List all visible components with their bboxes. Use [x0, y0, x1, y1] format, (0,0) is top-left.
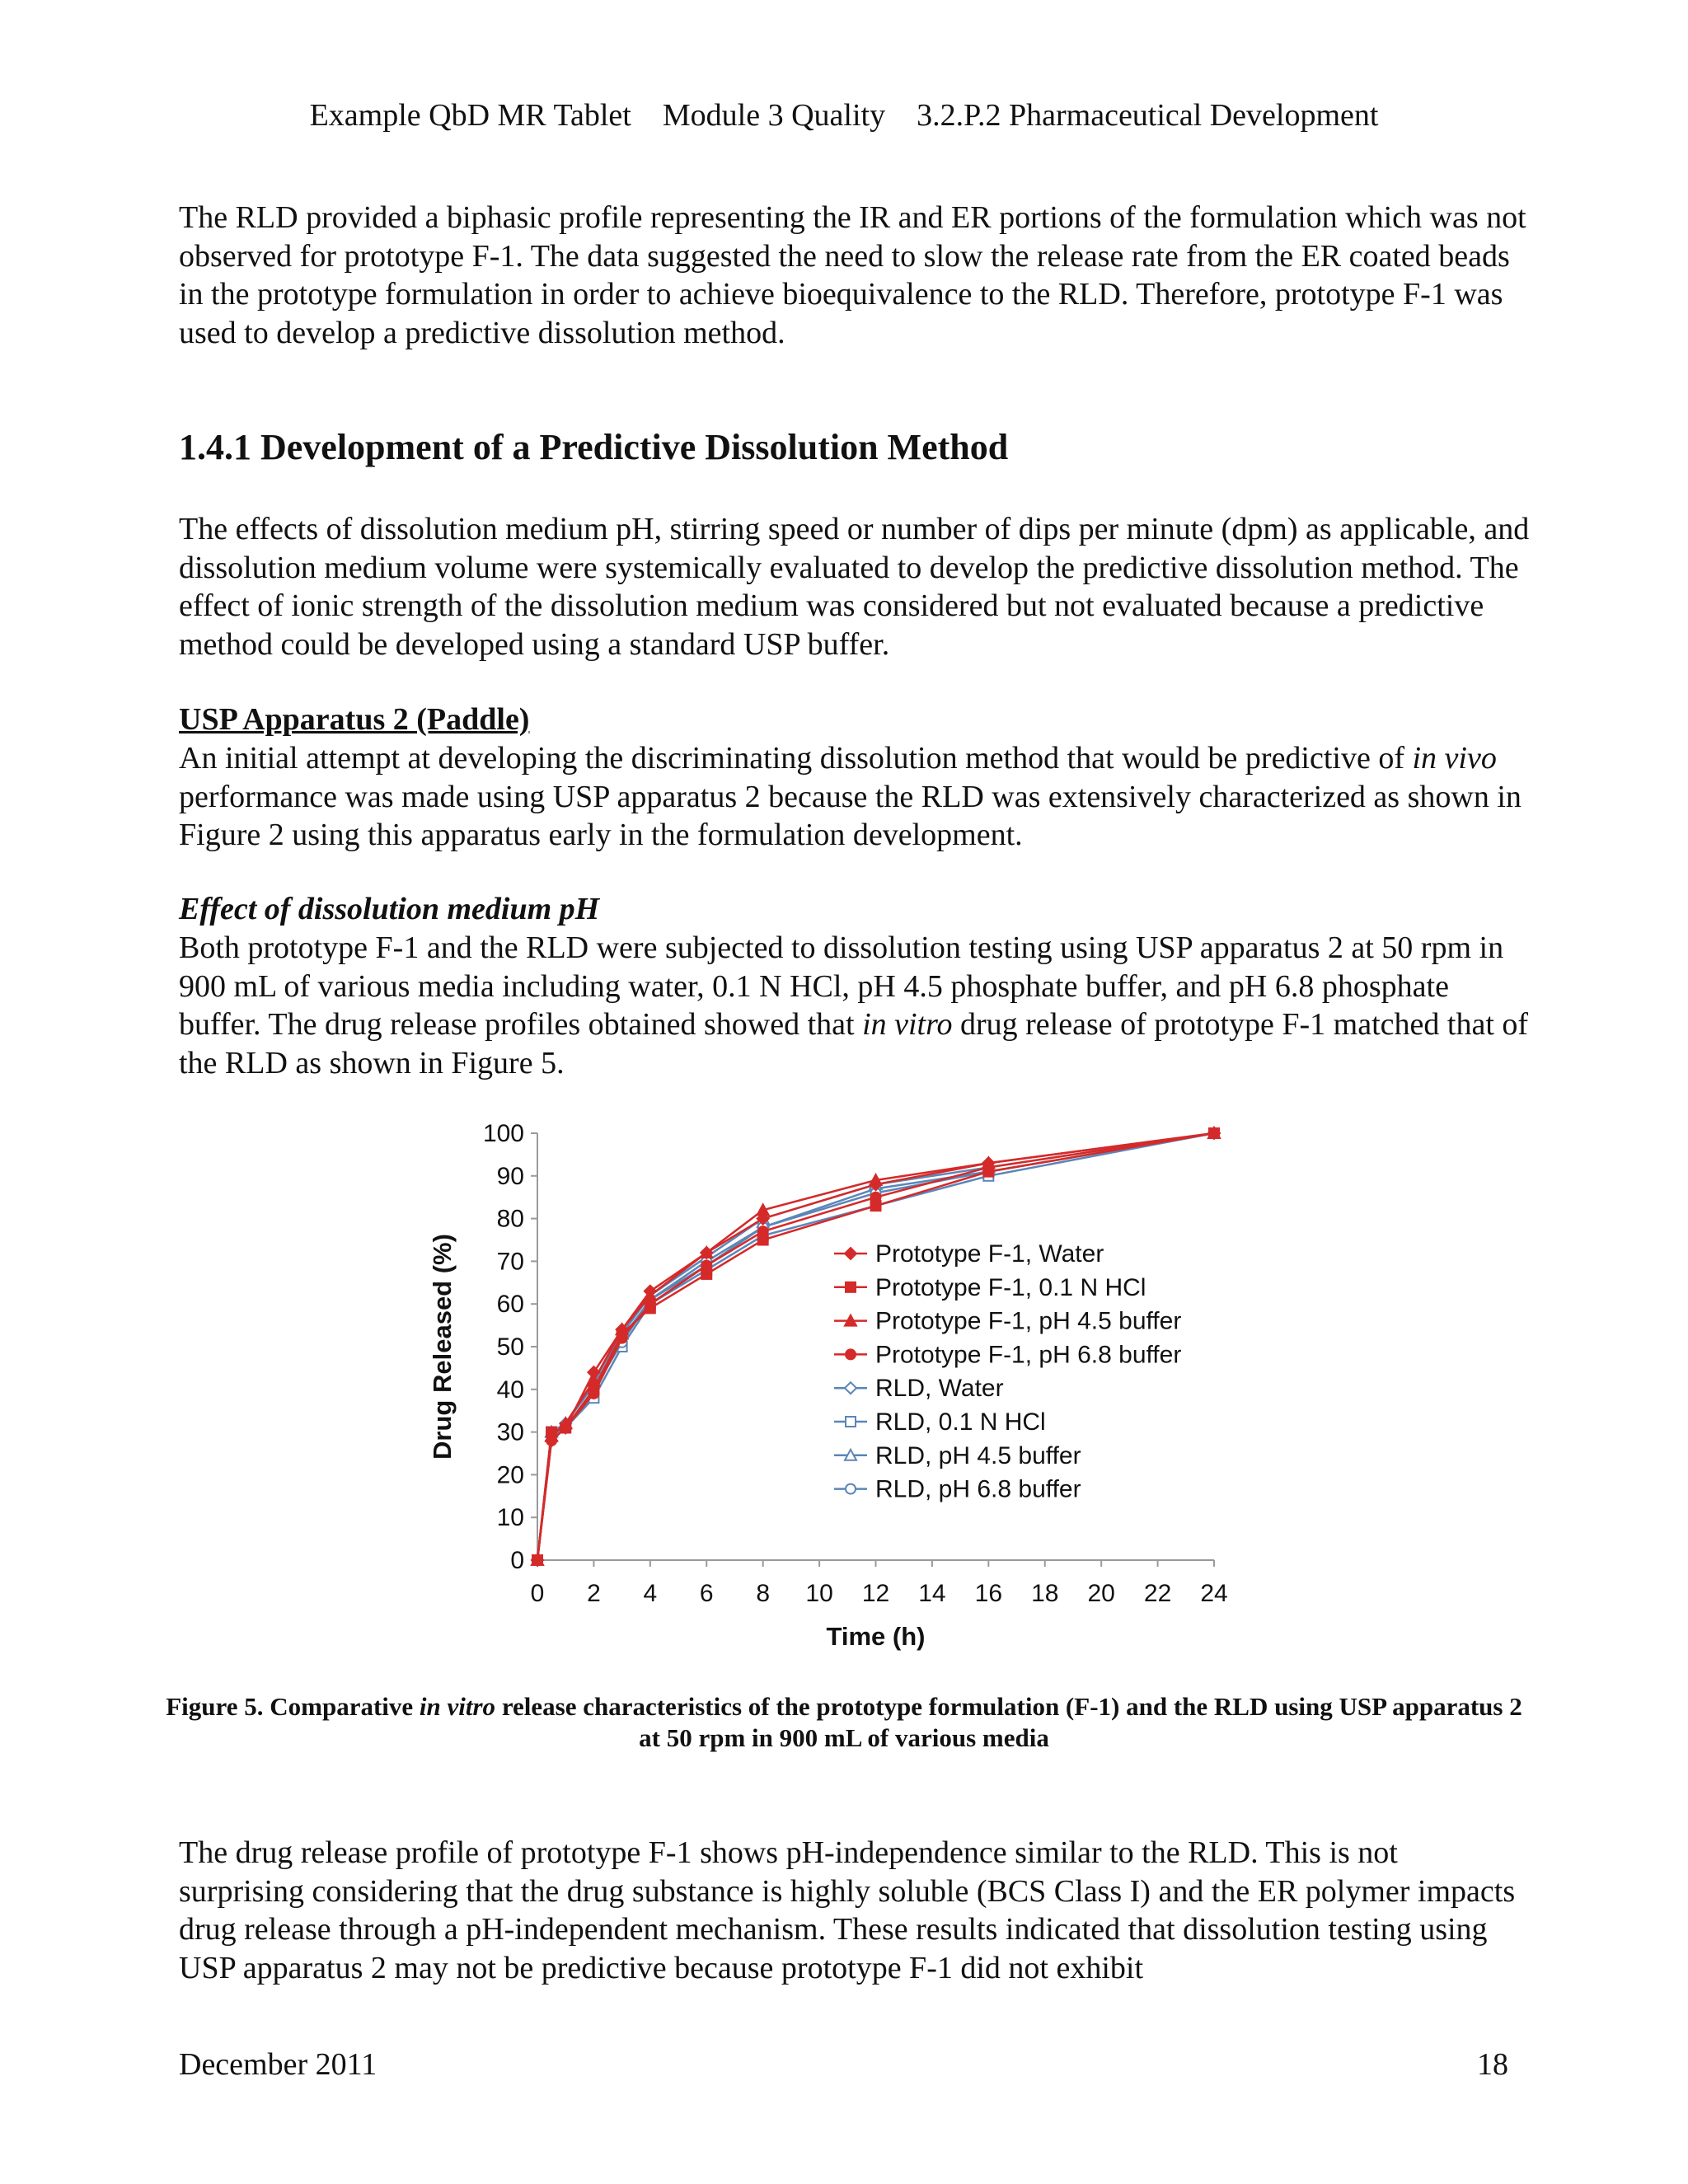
figure-caption	[165, 1691, 1523, 1754]
circle-marker	[1209, 1128, 1219, 1138]
legend-item	[834, 1341, 1181, 1368]
legend-label: Prototype F-1, Water	[875, 1240, 1104, 1268]
caption-text-2: release characteristics of the prototype formulation (F-1) and the RLD using USP apparatus 2 at 50 rpm in 900 mL of various media	[495, 1692, 1522, 1752]
footer-date: December 2011	[179, 2047, 377, 2082]
caption-text-italic: in vitro	[419, 1692, 496, 1721]
circle-marker	[846, 1484, 856, 1494]
x-tick-label: 24	[1200, 1580, 1228, 1607]
circle-marker	[588, 1389, 598, 1399]
y-axis-title: Drug Released (%)	[428, 1234, 457, 1460]
x-tick-label: 2	[587, 1580, 601, 1607]
apparatus-text-1: An initial attempt at developing the discriminating dissolution method that would be predictive of	[179, 741, 1413, 776]
legend-item	[834, 1240, 1104, 1268]
y-tick-label: 30	[496, 1418, 524, 1446]
circle-marker	[758, 1226, 768, 1236]
header-module: Module 3 Quality	[662, 98, 886, 133]
x-tick-label: 0	[530, 1580, 545, 1607]
legend-label: RLD, pH 6.8 buffer	[875, 1475, 1081, 1503]
x-tick-label: 10	[805, 1580, 833, 1607]
legend-label: RLD, Water	[875, 1375, 1004, 1403]
legend-item	[834, 1308, 1181, 1335]
ph-text-2: drug release of prototype F-1 matched that of the RLD as shown in Figure 5.	[179, 1007, 1529, 1080]
legend-label: Prototype F-1, 0.1 N HCl	[875, 1273, 1146, 1301]
circle-marker	[983, 1162, 993, 1172]
x-tick-label: 22	[1143, 1580, 1172, 1607]
circle-marker	[560, 1422, 570, 1432]
y-tick-label: 50	[496, 1333, 524, 1361]
circle-marker	[846, 1349, 856, 1359]
x-tick-label: 14	[918, 1580, 946, 1607]
x-tick-label: 16	[974, 1580, 1003, 1607]
legend-label: RLD, 0.1 N HCl	[875, 1408, 1046, 1436]
dissolution-chart	[412, 1113, 1269, 1673]
x-tick-label: 20	[1087, 1580, 1115, 1607]
y-tick-label: 20	[496, 1461, 524, 1489]
square-marker	[846, 1282, 856, 1292]
conclusion-paragraph: The drug release profile of prototype F-1 shows pH-independence similar to the RLD. This is not surprising considering that the drug substance is highly soluble (BCS Class I) and the ER polymer impacts drug release through a pH-independent mechanism. These results indicated that dissolution testing using USP apparatus 2 may not be predictive because prototype F-1 did not exhibit	[179, 1835, 1516, 1985]
x-tick-label: 12	[861, 1580, 890, 1607]
y-tick-label: 0	[510, 1547, 524, 1574]
y-tick-label: 70	[496, 1248, 524, 1276]
x-tick-label: 4	[643, 1580, 658, 1607]
apparatus-text-2: performance was made using USP apparatus 2 because the RLD was extensively characterized as shown in Figure 2 using this apparatus early in the formulation development.	[179, 779, 1522, 852]
y-tick-label: 60	[496, 1291, 524, 1319]
square-marker	[846, 1417, 856, 1427]
x-axis-title: Time (h)	[826, 1622, 926, 1651]
effects-paragraph: The effects of dissolution medium pH, stirring speed or number of dips per minute (dpm) as applicable, and dissolution medium volume were systemically evaluated to develop the predictive dissolution method. The effect of ionic strength of the dissolution medium was considered but not evaluated because a predictive method could be developed using a standard USP buffer.	[179, 512, 1530, 662]
y-tick-label: 100	[482, 1120, 524, 1147]
apparatus-heading: USP Apparatus 2 (Paddle)	[179, 702, 530, 737]
circle-marker	[532, 1555, 542, 1565]
intro-paragraph: The RLD provided a biphasic profile representing the IR and ER portions of the formulation which was not observed for prototype F-1. The data suggested the need to slow the release rate from the ER coated beads in the prototype formulation in order to achieve bioequivalence to the RLD. Therefore, prototype F-1 was used to develop a predictive dissolution method.	[179, 200, 1526, 350]
legend-label: Prototype F-1, pH 4.5 buffer	[875, 1307, 1182, 1335]
y-tick-label: 80	[496, 1205, 524, 1233]
page-number: 18	[1477, 2047, 1508, 2082]
caption-text-1: Figure 5. Comparative	[166, 1692, 420, 1721]
y-tick-label: 40	[496, 1376, 524, 1404]
circle-marker	[617, 1333, 627, 1343]
ph-heading: Effect of dissolution medium pH	[179, 892, 600, 926]
y-tick-label: 90	[496, 1162, 524, 1190]
section-heading: 1.4.1 Development of a Predictive Dissolution Method	[179, 427, 1009, 467]
y-tick-label: 10	[496, 1504, 524, 1532]
circle-marker	[645, 1299, 655, 1309]
apparatus-paragraph	[179, 739, 1531, 855]
ph-text-1: Both prototype F-1 and the RLD were subjected to dissolution testing using USP apparatus 2 at 50 rpm in 900 mL of various media including water, 0.1 N HCl, pH 4.5 phosphate buffer, and pH 6.8 phosphate buffer. The drug release profiles obtained showed that	[179, 930, 1504, 1042]
circle-marker	[701, 1261, 711, 1271]
ph-text-italic: in vitro	[862, 1007, 953, 1042]
legend-label: Prototype F-1, pH 6.8 buffer	[875, 1341, 1182, 1369]
x-tick-label: 6	[699, 1580, 714, 1607]
header-section: 3.2.P.2 Pharmaceutical Development	[917, 98, 1379, 133]
x-tick-label: 18	[1031, 1580, 1059, 1607]
legend-item	[834, 1274, 1146, 1301]
header-title: Example QbD MR Tablet	[309, 98, 631, 133]
page-header	[0, 97, 1688, 134]
apparatus-text-italic: in vivo	[1412, 741, 1497, 776]
x-tick-label: 8	[756, 1580, 771, 1607]
ph-paragraph	[179, 929, 1531, 1082]
circle-marker	[546, 1436, 556, 1446]
circle-marker	[871, 1193, 881, 1202]
legend-label: RLD, pH 4.5 buffer	[875, 1441, 1081, 1469]
